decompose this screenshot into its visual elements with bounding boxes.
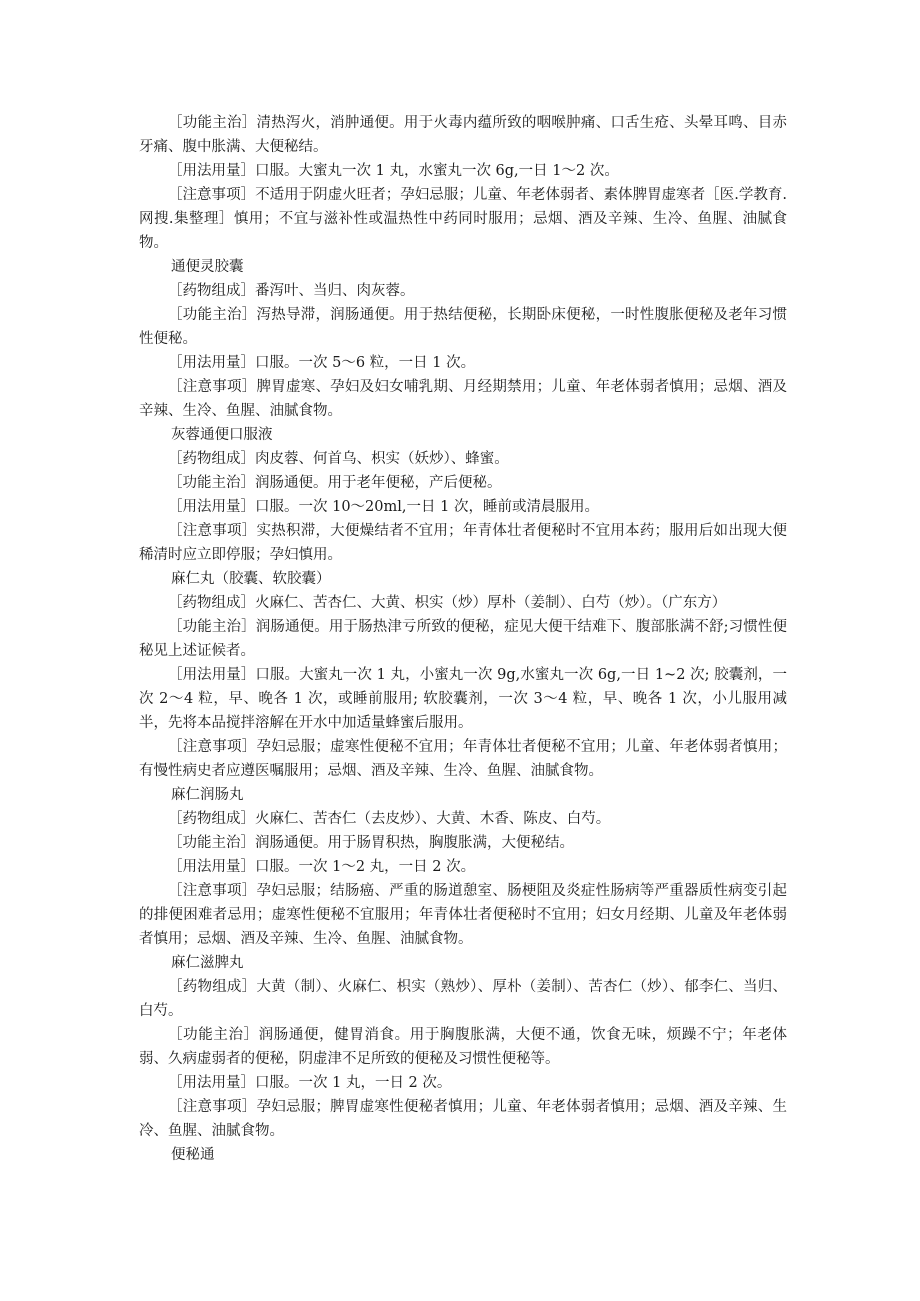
paragraph-precautions: ［注意事项］脾胃虚寒、孕妇及妇女哺乳期、月经期禁用；儿童、年老体弱者慎用；忌烟、酒及辛辣、生冷、鱼腥、油腻食物。 [139,379,787,419]
document-body [139,111,787,1167]
drug-title-huirong-tongbian: 灰蓉通便口服液 [171,427,273,443]
paragraph-usage-dosage: ［用法用量］口服。一次 1～2 丸，一日 2 次。 [168,859,476,875]
paragraph-precautions: ［注意事项］不适用于阴虚火旺者；孕妇忌服；儿童、年老体弱者、素体脾胃虚寒者［医.学教育.网搜.集整理］慎用；不宜与滋补性或温热性中药同时服用；忌烟、酒及辛辣、生冷、鱼腥、油腻食物。 [139,187,787,251]
paragraph-usage-dosage: ［用法用量］口服。一次 1 丸，一日 2 次。 [168,1075,452,1091]
paragraph-composition: ［药物组成］番泻叶、当归、肉灰蓉。 [168,283,415,299]
paragraph-usage-dosage: ［用法用量］口服。一次 10～20ml,一日 1 次，睡前或清晨服用。 [168,499,599,515]
paragraph-precautions: ［注意事项］孕妇忌服；结肠癌、严重的肠道憩室、肠梗阻及炎症性肠病等严重器质性病变引起的排便困难者忌用；虚寒性便秘不宜服用；年青体壮者便秘时不宜用；妇女月经期、儿童及年老体弱者慎用；忌烟、酒及辛辣、生冷、鱼腥、油腻食物。 [139,883,787,947]
drug-title-bianmitong: 便秘通 [171,1147,215,1163]
paragraph-precautions: ［注意事项］实热积滞，大便燥结者不宜用；年青体壮者便秘时不宜用本药；服用后如出现大便稀清时应立即停服；孕妇慎用。 [139,523,787,563]
paragraph-composition: ［药物组成］火麻仁、苦杏仁（去皮炒）、大黄、木香、陈皮、白芍。 [168,811,611,827]
drug-title-maren-wan: 麻仁丸（胶囊、软胶囊） [171,571,331,587]
paragraph-functions-indications: ［功能主治］润肠通便。用于肠热津亏所致的便秘，症见大便干结难下、腹部胀满不舒;习惯性便秘见上述证候者。 [139,619,787,659]
paragraph-functions-indications: ［功能主治］清热泻火，消肿通便。用于火毒内蕴所致的咽喉肿痛、口舌生疮、头晕耳鸣、目赤牙痛、腹中胀满、大便秘结。 [139,115,787,155]
paragraph-composition: ［药物组成］肉皮蓉、何首乌、枳实（妖炒）、蜂蜜。 [168,451,509,467]
paragraph-usage-dosage: ［用法用量］口服。一次 5～6 粒，一日 1 次。 [168,355,476,371]
drug-title-maren-zipi: 麻仁滋脾丸 [171,955,244,971]
paragraph-usage-dosage: ［用法用量］口服。大蜜丸一次 1 丸，水蜜丸一次 6g,一日 1～2 次。 [168,163,619,179]
paragraph-precautions: ［注意事项］孕妇忌服；虚寒性便秘不宜用；年青体壮者便秘不宜用；儿童、年老体弱者慎用；有慢性病史者应遵医嘱服用；忌烟、酒及辛辣、生冷、鱼腥、油腻食物。 [139,739,787,779]
paragraph-functions-indications: ［功能主治］泻热导滞，润肠通便。用于热结便秘，长期卧床便秘，一时性腹胀便秘及老年习惯性便秘。 [139,307,787,347]
paragraph-composition: ［药物组成］火麻仁、苦杏仁、大黄、枳实（炒）厚朴（姜制）、白芍（炒）。（广东方） [168,595,727,611]
paragraph-usage-dosage: ［用法用量］口服。大蜜丸一次 1 丸，小蜜丸一次 9g,水蜜丸一次 6g,一日 1~2 次; 胶囊剂，一次 2～4 粒，早、晚各 1 次，或睡前服用; 软胶囊剂，一次 3～4 粒，早、晚各 1 次，小儿服用减半，先将本品搅拌溶解在开水中加适量蜂蜜后服用。 [139,667,787,731]
paragraph-precautions: ［注意事项］孕妇忌服；脾胃虚寒性便秘者慎用；儿童、年老体弱者慎用；忌烟、酒及辛辣、生冷、鱼腥、油腻食物。 [139,1099,787,1139]
paragraph-functions-indications: ［功能主治］润肠通便。用于肠胃积热，胸腹胀满，大便秘结。 [168,835,574,851]
paragraph-functions-indications: ［功能主治］润肠通便。用于老年便秘，产后便秘。 [168,475,502,491]
paragraph-functions-indications: ［功能主治］润肠通便，健胃消食。用于胸腹胀满，大便不通，饮食无味，烦躁不宁；年老体弱、久病虚弱者的便秘，阴虚津不足所致的便秘及习惯性便秘等。 [139,1027,787,1067]
paragraph-composition: ［药物组成］大黄（制）、火麻仁、枳实（熟炒）、厚朴（姜制）、苦杏仁（炒）、郁李仁、当归、白芍。 [139,979,787,1019]
drug-title-tongbianling: 通便灵胶囊 [171,259,244,275]
drug-title-maren-runchang: 麻仁润肠丸 [171,787,244,803]
